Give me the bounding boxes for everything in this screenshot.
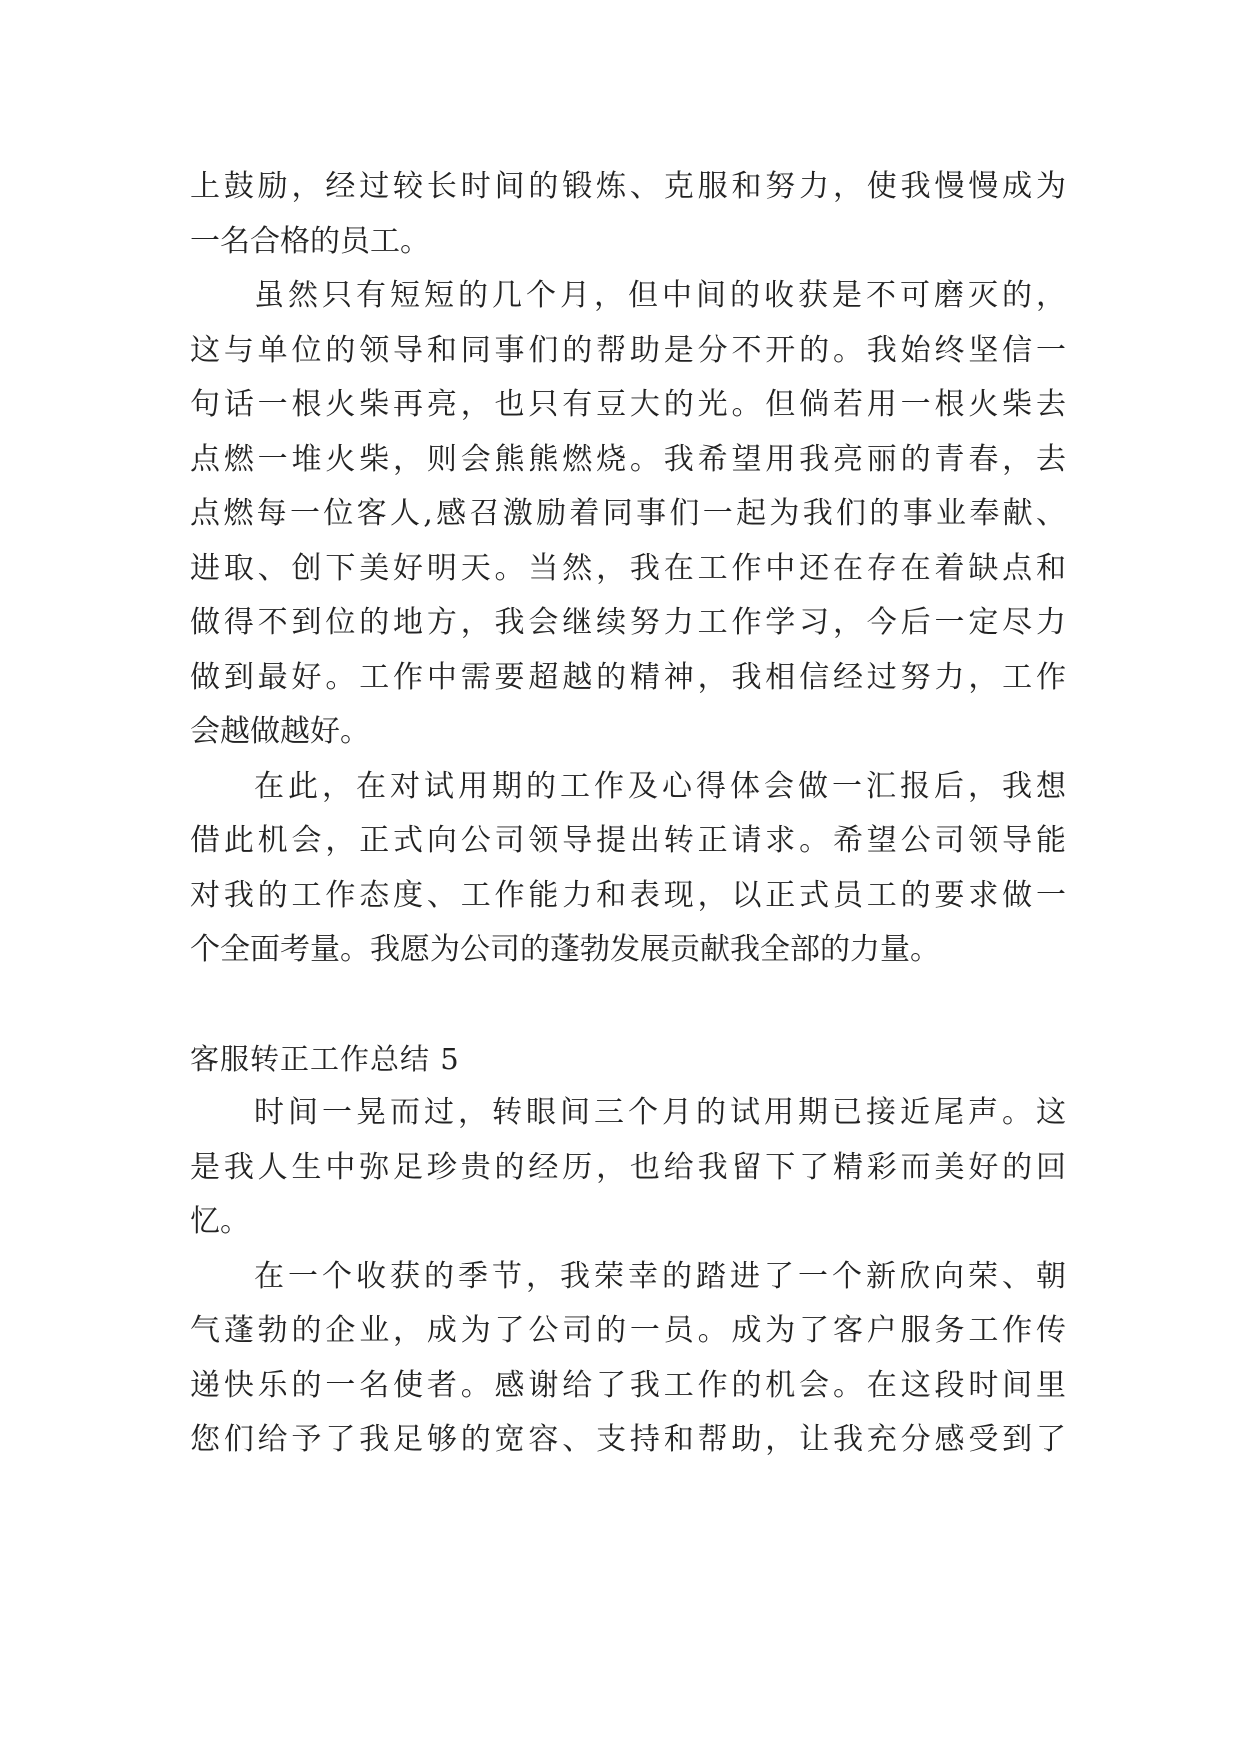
text-line: 对我的工作态度、工作能力和表现，以正式员工的要求做一 <box>190 877 1066 913</box>
text-line: 借此机会，正式向公司领导提出转正请求。希望公司领导能 <box>190 823 1066 858</box>
text-line: 点燃一堆火柴，则会熊熊燃烧。我希望用我亮丽的青春，去 <box>190 441 1066 477</box>
document-body <box>190 160 1066 1468</box>
text-line: 在此，在对试用期的工作及心得体会做一汇报后，我想 <box>254 768 1066 804</box>
text-line: 是我人生中弥足珍贵的经历，也给我留下了精彩而美好的回 <box>190 1149 1066 1185</box>
paragraph <box>190 760 1066 978</box>
paragraph <box>190 1250 1066 1468</box>
paragraph <box>190 160 1066 269</box>
text-line: 做得不到位的地方，我会继续努力工作学习，今后一定尽力 <box>190 605 1066 640</box>
text-line: 做到最好。工作中需要超越的精神，我相信经过努力，工作 <box>190 659 1066 695</box>
text-line: 进取、创下美好明天。当然，我在工作中还在存在着缺点和 <box>190 550 1066 586</box>
text-line: 一名合格的员工。 <box>190 223 430 259</box>
text-line: 上鼓励，经过较长时间的锻炼、克服和努力，使我慢慢成为 <box>190 169 1066 204</box>
text-line: 在一个收获的季节，我荣幸的踏进了一个新欣向荣、朝 <box>254 1258 1066 1294</box>
paragraph <box>190 269 1066 760</box>
section-heading: 客服转正工作总结 5 <box>190 1041 460 1076</box>
text-line: 气蓬勃的企业，成为了公司的一员。成为了客户服务工作传 <box>190 1313 1066 1348</box>
text-line: 句话一根火柴再亮，也只有豆大的光。但倘若用一根火柴去 <box>190 387 1066 422</box>
text-line: 您们给予了我足够的宽容、支持和帮助，让我充分感受到了 <box>190 1422 1066 1457</box>
text-line: 时间一晃而过，转眼间三个月的试用期已接近尾声。这 <box>254 1095 1066 1130</box>
text-line: 忆。 <box>190 1204 250 1239</box>
text-line: 递快乐的一名使者。感谢给了我工作的机会。在这段时间里 <box>190 1367 1066 1403</box>
text-line: 个全面考量。我愿为公司的蓬勃发展贡献我全部的力量。 <box>190 932 940 967</box>
text-line: 虽然只有短短的几个月，但中间的收获是不可磨灭的， <box>254 278 1066 313</box>
text-line: 会越做越好。 <box>190 714 370 749</box>
text-line: 这与单位的领导和同事们的帮助是分不开的。我始终坚信一 <box>190 332 1066 368</box>
paragraph <box>190 1086 1066 1250</box>
text-line: 点燃每一位客人,感召激励着同事们一起为我们的事业奉献、 <box>190 496 1066 531</box>
